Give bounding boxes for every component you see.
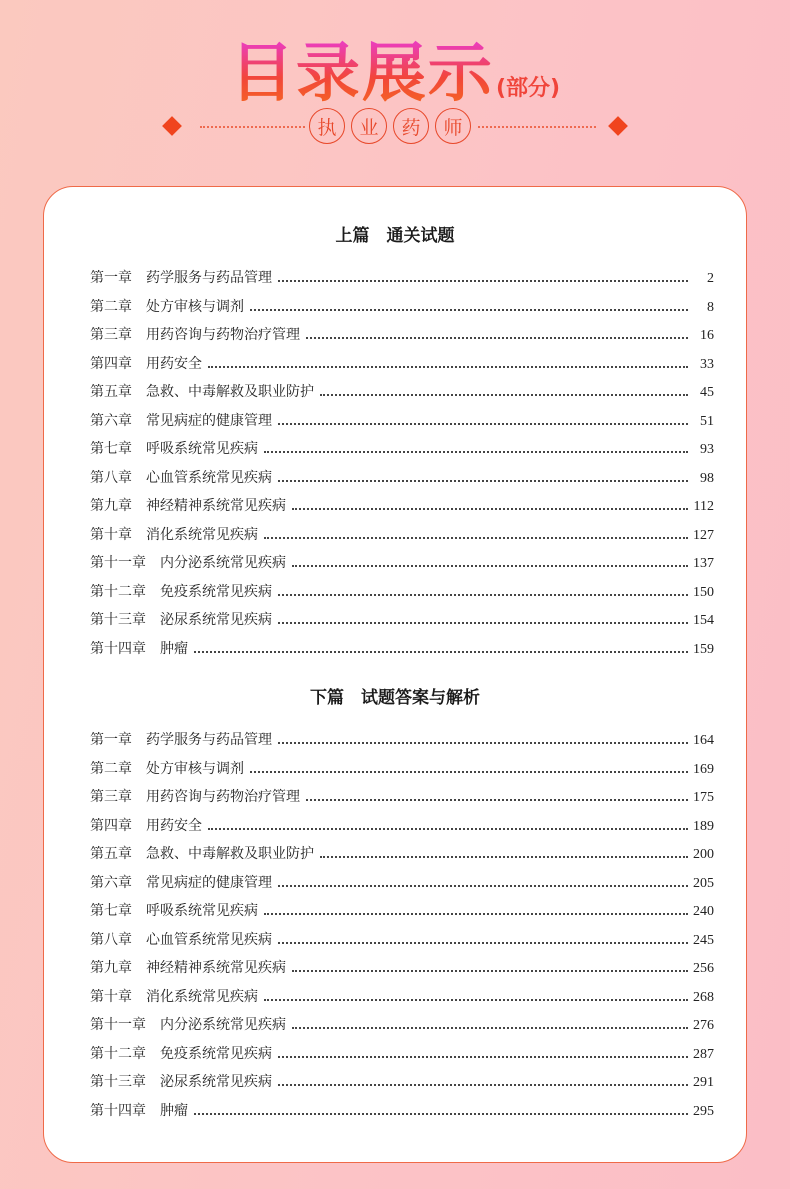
toc-chapter-label: 第三章 [90,789,132,805]
toc-chapter-label: 第十二章 [90,583,146,600]
toc-dot-leader [264,537,688,539]
toc-page-number: 8 [707,299,714,315]
toc-chapter-label: 第五章 [90,384,132,400]
toc-entry [90,493,714,515]
toc-entry [90,756,714,778]
toc-chapter-name: 处方审核与调剂 [146,298,244,315]
toc-chapter-name: 药学服务与药品管理 [146,732,272,748]
toc-chapter-label: 第十三章 [90,1074,146,1090]
toc-page-number: 33 [700,356,714,372]
toc-dot-leader [250,309,688,311]
toc-dot-leader [208,828,688,830]
toc-page-number: 287 [693,1046,714,1062]
toc-chapter-label: 第十章 [90,988,132,1005]
toc-dot-leader [278,942,688,944]
toc-chapter-label: 第十一章 [90,1017,146,1033]
toc-entry [90,636,714,658]
toc-chapter-label: 第七章 [90,441,132,457]
toc-dot-leader [306,799,688,801]
toc-entry [90,784,714,806]
toc-chapter-name: 急救、中毒解救及职业防护 [146,384,314,400]
toc-entry [90,1012,714,1034]
toc-chapter-name: 用药咨询与药物治疗管理 [146,327,300,343]
toc-chapter-name: 心血管系统常见疾病 [146,469,272,486]
toc-card [43,186,747,1163]
toc-chapter-label: 第七章 [90,903,132,919]
toc-chapter-name: 急救、中毒解救及职业防护 [146,846,314,862]
toc-dot-leader [264,451,688,453]
toc-chapter-label: 第二章 [90,298,132,315]
toc-dot-leader [278,280,688,282]
toc-page-number: 268 [693,989,714,1005]
toc-chapter-label: 第九章 [90,960,132,976]
toc-dot-leader [278,622,688,624]
page-title [0,22,790,114]
toc-chapter-name: 泌尿系统常见疾病 [160,612,272,628]
toc-page-number: 98 [700,470,714,486]
toc-dot-leader [278,1056,688,1058]
toc-page-number: 159 [693,641,714,657]
toc-entry [90,408,714,430]
toc-entry [90,1041,714,1063]
toc-dot-leader [320,856,688,858]
toc-entry [90,1098,714,1120]
toc-entry [90,898,714,920]
toc-entry [90,579,714,601]
toc-chapter-name: 常见病症的健康管理 [146,874,272,891]
toc-page-number: 150 [693,584,714,600]
toc-entry [90,813,714,835]
toc-chapter-label: 第十一章 [90,555,146,571]
toc-page-number: 154 [693,613,714,628]
toc-entry [90,465,714,487]
toc-dot-leader [264,913,688,915]
toc-chapter-name: 处方审核与调剂 [146,760,244,777]
toc-chapter-name: 免疫系统常见疾病 [160,583,272,600]
toc-dot-leader [278,885,688,887]
toc-chapter-name: 消化系统常见疾病 [146,526,258,543]
toc-chapter-name: 内分泌系统常见疾病 [160,555,286,571]
toc-chapter-label: 第十四章 [90,640,146,657]
toc-chapter-name: 用药咨询与药物治疗管理 [146,789,300,805]
toc-chapter-name: 呼吸系统常见疾病 [146,441,258,457]
toc-chapter-label: 第十二章 [90,1045,146,1062]
toc-dot-leader [278,594,688,596]
toc-chapter-name: 药学服务与药品管理 [146,270,272,286]
toc-chapter-label: 第三章 [90,327,132,343]
toc-entry [90,955,714,977]
title-note: (部分) [495,76,561,101]
toc-entry [90,436,714,458]
toc-page-number: 291 [693,1075,714,1090]
toc-chapter-label: 第八章 [90,469,132,486]
toc-dot-leader [194,1113,688,1115]
toc-dot-leader [264,999,688,1001]
toc-dot-leader [292,508,688,510]
toc-entry [90,607,714,629]
toc-page-number: 189 [693,818,714,834]
toc-chapter-label: 第九章 [90,498,132,514]
badge-char: 业 [351,108,387,144]
toc-entry [90,322,714,344]
toc-chapter-name: 肿瘤 [160,640,188,657]
toc-dot-leader [194,651,688,653]
toc-chapter-name: 肿瘤 [160,1102,188,1119]
toc-chapter-name: 消化系统常见疾病 [146,988,258,1005]
toc-entry [90,550,714,572]
toc-page-number: 200 [693,847,714,862]
toc-page-number: 51 [700,413,714,429]
toc-chapter-name: 心血管系统常见疾病 [146,931,272,948]
section-title-lower: 下篇 试题答案与解析 [310,688,480,708]
toc-page-number: 175 [693,790,714,805]
toc-chapter-label: 第二章 [90,760,132,777]
toc-entry [90,984,714,1006]
toc-page-number: 45 [700,385,714,400]
toc-page-number: 169 [693,761,714,777]
toc-chapter-name: 呼吸系统常见疾病 [146,903,258,919]
badge-char: 师 [435,108,471,144]
toc-entry [90,294,714,316]
toc-chapter-label: 第四章 [90,817,132,834]
toc-dot-leader [278,480,688,482]
toc-page-number: 205 [693,875,714,891]
toc-entry [90,379,714,401]
title-main: 目录展示 [229,37,494,111]
toc-entry [90,522,714,544]
toc-dot-leader [292,970,688,972]
badge-chars [309,108,471,144]
toc-page-number: 295 [693,1103,714,1119]
toc-chapter-label: 第一章 [90,732,132,748]
toc-chapter-label: 第八章 [90,931,132,948]
toc-dot-leader [292,565,688,567]
toc-dot-leader [208,366,688,368]
toc-dot-leader [320,394,688,396]
toc-dot-leader [278,742,688,744]
toc-chapter-label: 第十章 [90,526,132,543]
toc-entry [90,1069,714,1091]
toc-chapter-name: 用药安全 [146,817,202,834]
toc-chapter-name: 免疫系统常见疾病 [160,1045,272,1062]
toc-entry [90,351,714,373]
toc-page-number: 127 [693,527,714,543]
toc-page-number: 2 [707,271,714,286]
badge-char: 药 [393,108,429,144]
dotted-divider [478,126,596,128]
toc-chapter-label: 第一章 [90,270,132,286]
toc-page-number: 16 [700,328,714,343]
toc-page-number: 240 [693,904,714,919]
toc-chapter-name: 神经精神系统常见疾病 [146,960,286,976]
toc-dot-leader [292,1027,688,1029]
diamond-icon [608,116,628,136]
toc-page-number: 93 [700,442,714,457]
toc-dot-leader [306,337,688,339]
toc-chapter-name: 常见病症的健康管理 [146,412,272,429]
toc-chapter-name: 泌尿系统常见疾病 [160,1074,272,1090]
toc-page-number: 245 [693,932,714,948]
toc-chapter-name: 内分泌系统常见疾病 [160,1017,286,1033]
toc-chapter-label: 第四章 [90,355,132,372]
toc-dot-leader [278,1084,688,1086]
toc-page-number: 256 [693,961,714,976]
toc-entry [90,870,714,892]
section-title-upper: 上篇 通关试题 [335,226,455,246]
toc-entry [90,841,714,863]
toc-chapter-name: 神经精神系统常见疾病 [146,498,286,514]
badge-char: 执 [309,108,345,144]
toc-chapter-label: 第六章 [90,874,132,891]
toc-entry [90,265,714,287]
toc-chapter-name: 用药安全 [146,355,202,372]
toc-entry [90,927,714,949]
toc-page-number: 112 [693,499,714,514]
toc-chapter-label: 第十四章 [90,1102,146,1119]
toc-page-number: 137 [693,556,714,571]
toc-chapter-label: 第十三章 [90,612,146,628]
diamond-icon [162,116,182,136]
toc-page-number: 276 [693,1018,714,1033]
toc-dot-leader [250,771,688,773]
toc-page-number: 164 [693,733,714,748]
toc-entry [90,727,714,749]
dotted-divider [200,126,305,128]
subtitle-row [0,108,790,146]
toc-chapter-label: 第五章 [90,846,132,862]
toc-dot-leader [278,423,688,425]
toc-chapter-label: 第六章 [90,412,132,429]
header [0,0,790,180]
